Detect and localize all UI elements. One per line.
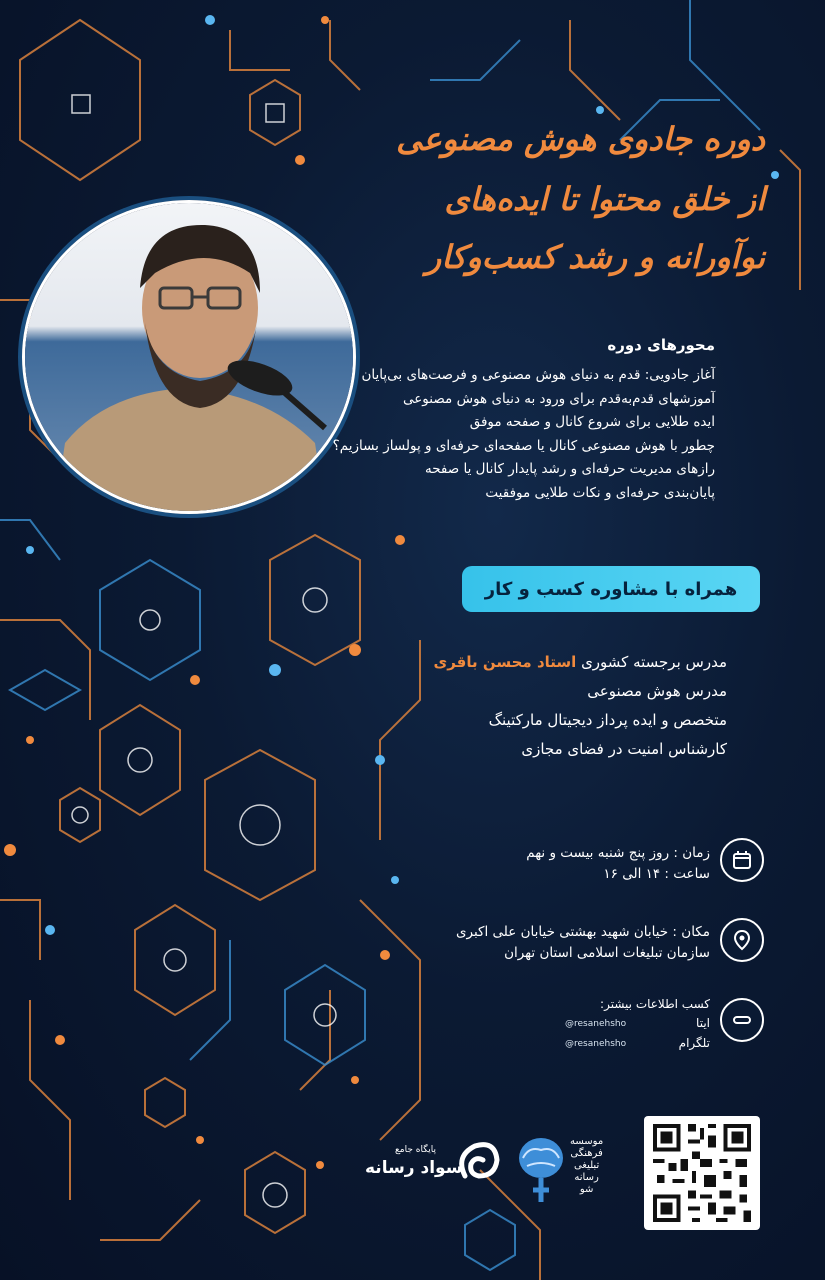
schedule-info xyxy=(526,843,710,885)
telegram-handle[interactable]: @resanehsho xyxy=(565,1039,627,1049)
location-info xyxy=(456,922,710,964)
consultation-badge: همراه با مشاوره کسب و کار xyxy=(462,566,760,612)
location-line1: مکان : خیابان شهید بهشتی خیابان علی اکبری xyxy=(455,924,710,940)
instructor-role: متخصص و ایده پرداز دیجیتال مارکتینگ xyxy=(488,711,727,729)
topic-item: پایان‌بندی حرفه‌ای و نکات طلایی موفقیت xyxy=(485,484,715,501)
instructor-bio xyxy=(433,648,727,764)
topic-item: آموزشهای قدم‌به‌قدم برای ورود به دنیای هوش مصنوعی xyxy=(403,390,715,407)
poster-title-line2: از خلق محتوا تا ایده‌های xyxy=(444,180,765,218)
instructor-role: کارشناس امنیت در فضای مجازی xyxy=(521,740,727,758)
topics-heading: محورهای دوره xyxy=(607,336,715,354)
instructor-title-line xyxy=(433,648,727,677)
institute-text xyxy=(570,1136,603,1196)
eitaa-handle[interactable]: @resanehsho xyxy=(565,1019,627,1029)
location-icon xyxy=(720,918,764,962)
topic-item: رازهای مدیریت حرفه‌ای و رشد پایدار کانال یا صفحه xyxy=(424,461,715,477)
savad-big-text: سواد رسانه xyxy=(365,1158,463,1178)
instructor-role: مدرس هوش مصنوعی xyxy=(587,682,727,700)
institute-line: تبلیغی xyxy=(573,1160,600,1171)
savad-small-text: پایگاه جامع xyxy=(395,1145,436,1155)
info-icon xyxy=(720,998,764,1042)
instructor-name: استاد محسن باقری xyxy=(433,653,577,671)
calendar-icon xyxy=(720,838,764,882)
instructor-prefix: مدرس برجسته کشوری xyxy=(576,653,727,671)
brain-icon xyxy=(515,1132,567,1210)
institute-line: موسسه xyxy=(570,1136,604,1147)
course-topics xyxy=(245,336,715,505)
schedule-time: ساعت : ۱۴ الی ۱۶ xyxy=(603,866,710,882)
telegram-label: تلگرام xyxy=(678,1036,710,1050)
qr-code[interactable] xyxy=(644,1116,760,1230)
poster-title-line3: نوآورانه و رشد کسب‌وکار xyxy=(425,238,765,276)
schedule-date: زمان : روز پنج شنبه بیست و نهم xyxy=(526,845,710,861)
institute-line: فرهنگی xyxy=(570,1148,603,1159)
topic-item: آغاز جادویی: قدم به دنیای هوش مصنوعی و فرصت‌های بی‌پایان xyxy=(361,367,715,383)
eitaa-label: ایتا xyxy=(696,1016,710,1030)
contact-heading: کسب اطلاعات بیشتر: xyxy=(600,997,710,1011)
location-line2: سازمان تبلیغات اسلامی استان تهران xyxy=(504,945,710,961)
institute-line: شو xyxy=(579,1184,594,1195)
institute-line: رسانه xyxy=(574,1172,599,1183)
poster-title-line1: دوره جادوی هوش مصنوعی xyxy=(396,120,765,158)
topic-item: ایده طلایی برای شروع کانال و صفحه موفق xyxy=(469,414,715,430)
topic-item: چطور با هوش مصنوعی کانال یا صفحه‌ای حرفه‌ای و پولساز بسازیم؟ xyxy=(332,437,715,454)
